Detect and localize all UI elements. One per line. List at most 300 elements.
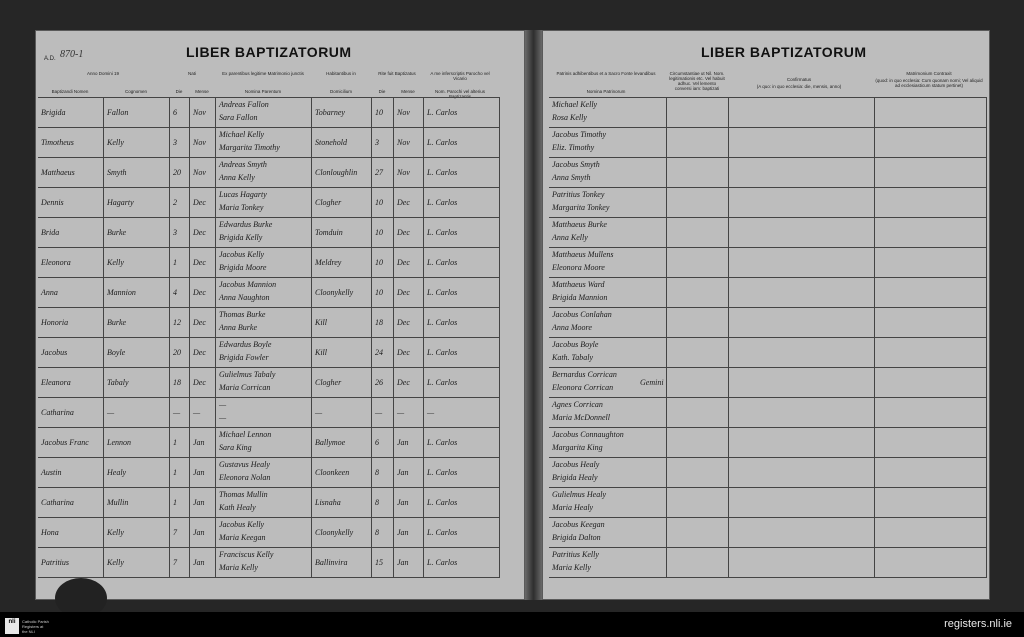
sponsor-name: Jacobus Keegan (552, 520, 605, 529)
father-name: Thomas Burke (219, 310, 266, 319)
sponsor-name: Rosa Kelly (552, 113, 587, 122)
cell-priest: L. Carlos (424, 458, 500, 487)
cell-abode: Ballymoe (312, 428, 372, 457)
cell-abode: Kill (312, 338, 372, 367)
cell-circumstantiae (667, 428, 729, 457)
cell-surname: Tabaly (104, 368, 170, 397)
cell-confirmatus (729, 128, 875, 157)
cell-day: 2 (170, 188, 190, 217)
cell-abode: Kill (312, 308, 372, 337)
father-name: Edwardus Boyle (219, 340, 272, 349)
logo-caption (22, 619, 49, 634)
cell-bmonth: Dec (394, 278, 424, 307)
mother-name: Sara Fallon (219, 113, 258, 122)
mother-name: — (219, 413, 227, 422)
cell-month: Nov (190, 128, 216, 157)
table-row (38, 218, 500, 248)
sponsor-name: Brigida Healy (552, 473, 598, 482)
sponsor-name: Jacobus Conlahan (552, 310, 612, 319)
cell-abode: Lisnaha (312, 488, 372, 517)
cell-bday: 8 (372, 488, 394, 517)
cell-matrimonium (875, 188, 987, 217)
cell-confirmatus (729, 398, 875, 427)
cell-bday: 10 (372, 98, 394, 127)
cell-circumstantiae (667, 158, 729, 187)
cell-bmonth: Dec (394, 218, 424, 247)
table-row (38, 308, 500, 338)
mother-name: Margarita Timothy (219, 143, 280, 152)
register-book (30, 30, 994, 600)
cell-confirmatus (729, 188, 875, 217)
cell-abode: Tobarney (312, 98, 372, 127)
cell-bmonth: Dec (394, 248, 424, 277)
father-name: Michael Kelly (219, 130, 265, 139)
sponsor-name: Anna Smyth (552, 173, 591, 182)
cell-bmonth: — (394, 398, 424, 427)
sponsor-name: Margarita Tonkey (552, 203, 610, 212)
cell-day: 4 (170, 278, 190, 307)
cell-abode: Ballinvira (312, 548, 372, 577)
table-row (38, 98, 500, 128)
cell-name: Timotheus (38, 128, 104, 157)
cell-month: Dec (190, 188, 216, 217)
table-row (38, 248, 500, 278)
cell-matrimonium (875, 98, 987, 127)
cell-confirmatus (729, 338, 875, 367)
cell-bmonth: Nov (394, 98, 424, 127)
cell-name: Anna (38, 278, 104, 307)
sponsor-name: Jacobus Connaughton (552, 430, 624, 439)
cell-sponsors (549, 218, 667, 247)
sponsor-name: Agnes Corrican (552, 400, 603, 409)
cell-bday: 18 (372, 308, 394, 337)
header-cognomen: Cognomen (124, 89, 147, 94)
header-matrimonium-sub: (quod: in quo ecclesia: Cum quonam nomi; Vel aliquid ad ecclesiasticum statum pertinet) (875, 78, 983, 88)
cell-confirmatus (729, 308, 875, 337)
cell-priest: L. Carlos (424, 428, 500, 457)
sponsor-name: Brigida Dalton (552, 533, 601, 542)
cell-month: Jan (190, 518, 216, 547)
cell-parents (216, 128, 312, 157)
cell-name: Jacobus Franc (38, 428, 104, 457)
header-confirmatus-sub: (A quo: in quo ecclesia: die, mensis, anno) (756, 84, 842, 89)
cell-confirmatus (729, 98, 875, 127)
cell-parents (216, 398, 312, 427)
cell-parents (216, 308, 312, 337)
father-name: Jacobus Kelly (219, 520, 265, 529)
cell-priest: — (424, 398, 500, 427)
cell-bday: 27 (372, 158, 394, 187)
cell-parents (216, 218, 312, 247)
cell-abode: Clogher (312, 368, 372, 397)
cell-bday: 24 (372, 338, 394, 367)
cell-parents (216, 98, 312, 127)
table-row (38, 488, 500, 518)
cell-bmonth: Jan (394, 548, 424, 577)
cell-confirmatus (729, 278, 875, 307)
cell-priest: L. Carlos (424, 278, 500, 307)
cell-confirmatus (729, 158, 875, 187)
cell-bday: 15 (372, 548, 394, 577)
cell-sponsors (549, 278, 667, 307)
cell-sponsors (549, 398, 667, 427)
header-rite: Rite fuit Baptizatus (378, 71, 416, 76)
cell-bmonth: Jan (394, 428, 424, 457)
cell-surname: Fallon (104, 98, 170, 127)
cell-sponsors (549, 248, 667, 277)
cell-bday: 8 (372, 458, 394, 487)
cell-sponsors (549, 98, 667, 127)
cell-bday: 10 (372, 188, 394, 217)
cell-priest: L. Carlos (424, 98, 500, 127)
cell-bmonth: Nov (394, 128, 424, 157)
sponsor-name: Maria McDonnell (552, 413, 610, 422)
cell-confirmatus (729, 548, 875, 577)
cell-name: Matthaeus (38, 158, 104, 187)
sponsor-name: Maria Healy (552, 503, 594, 512)
cell-day: 1 (170, 488, 190, 517)
site-link[interactable]: registers.nli.ie (944, 618, 1012, 630)
header-die2: Die (378, 89, 386, 94)
father-name: Gulielmus Tabaly (219, 370, 276, 379)
table-row (549, 338, 987, 368)
cell-surname: Kelly (104, 128, 170, 157)
cell-surname: Healy (104, 458, 170, 487)
cell-priest: L. Carlos (424, 518, 500, 547)
cell-surname: Kelly (104, 248, 170, 277)
cell-sponsors (549, 338, 667, 367)
table-row (549, 248, 987, 278)
cell-parents (216, 518, 312, 547)
table-row (38, 338, 500, 368)
cell-matrimonium (875, 518, 987, 547)
cell-name: Hona (38, 518, 104, 547)
cell-bmonth: Jan (394, 488, 424, 517)
cell-parents (216, 368, 312, 397)
sponsor-name: Matthaeus Ward (552, 280, 605, 289)
cell-abode: Clogher (312, 188, 372, 217)
cell-priest: L. Carlos (424, 308, 500, 337)
cell-month: Dec (190, 218, 216, 247)
cell-sponsors (549, 518, 667, 547)
table-row (549, 368, 987, 398)
cell-bday: — (372, 398, 394, 427)
sponsor-name: Margarita King (552, 443, 603, 452)
header-nomen: Baptizandi Nomen (51, 89, 89, 94)
cell-month: Dec (190, 308, 216, 337)
cell-abode: Clonloughlin (312, 158, 372, 187)
cell-name: Austin (38, 458, 104, 487)
cell-confirmatus (729, 458, 875, 487)
cell-name: Brigida (38, 98, 104, 127)
cell-parents (216, 278, 312, 307)
mother-name: Kath Healy (219, 503, 256, 512)
cell-month: Dec (190, 338, 216, 367)
sponsor-name: Anna Moore (552, 323, 592, 332)
cell-month: Dec (190, 248, 216, 277)
table-row (38, 458, 500, 488)
cell-name: Brida (38, 218, 104, 247)
cell-name: Catharina (38, 398, 104, 427)
cell-priest: L. Carlos (424, 488, 500, 517)
cell-bmonth: Dec (394, 368, 424, 397)
sponsor-name: Patritius Tonkey (552, 190, 605, 199)
sponsor-name: Patritius Kelly (552, 550, 599, 559)
cell-bday: 10 (372, 278, 394, 307)
cell-bday: 3 (372, 128, 394, 157)
header-domicilium: Domicilium (329, 89, 352, 94)
table-row (549, 428, 987, 458)
cell-name: Patritius (38, 548, 104, 577)
cell-surname: Burke (104, 218, 170, 247)
cell-parents (216, 548, 312, 577)
cell-priest: L. Carlos (424, 158, 500, 187)
cell-circumstantiae (667, 368, 729, 397)
cell-matrimonium (875, 488, 987, 517)
cell-circumstantiae (667, 128, 729, 157)
header-confirmatus: Confirmatus (786, 77, 812, 82)
cell-matrimonium (875, 428, 987, 457)
table-row (549, 518, 987, 548)
cell-name: Eleanora (38, 368, 104, 397)
left-register-table (38, 97, 500, 578)
sponsor-name: Kath. Tabaly (552, 353, 594, 362)
cell-month: Jan (190, 458, 216, 487)
sponsor-name: Matthaeus Burke (552, 220, 607, 229)
cell-month: Nov (190, 98, 216, 127)
cell-confirmatus (729, 368, 875, 397)
cell-matrimonium (875, 308, 987, 337)
cell-surname: Boyle (104, 338, 170, 367)
sponsor-name: Jacobus Smyth (552, 160, 600, 169)
nli-logo: nli (5, 618, 19, 634)
table-row (549, 188, 987, 218)
table-row (549, 278, 987, 308)
cell-matrimonium (875, 248, 987, 277)
cell-bmonth: Dec (394, 308, 424, 337)
sponsor-name: Jacobus Boyle (552, 340, 599, 349)
table-row (38, 188, 500, 218)
header-patrini: Patrinis adhibentibus et a Sacro Fonte levandibus (556, 71, 656, 76)
cell-day: 1 (170, 428, 190, 457)
header-mense: Mense (195, 89, 209, 94)
cell-abode: Cloonykelly (312, 518, 372, 547)
table-row (549, 548, 987, 578)
book-gutter (525, 30, 542, 600)
cell-bday: 6 (372, 428, 394, 457)
father-name: — (219, 400, 227, 409)
mother-name: Brigida Kelly (219, 233, 263, 242)
logo-caption-line-3: the NLI (22, 629, 35, 634)
cell-surname: Kelly (104, 518, 170, 547)
cell-day: 20 (170, 158, 190, 187)
ad-label: A.D. (44, 56, 56, 62)
father-name: Gustavus Healy (219, 460, 270, 469)
table-row (38, 548, 500, 578)
cell-circumstantiae (667, 278, 729, 307)
mother-name: Anna Naughton (219, 293, 270, 302)
cell-bday: 8 (372, 518, 394, 547)
cell-bday: 26 (372, 368, 394, 397)
cell-parents (216, 338, 312, 367)
father-name: Franciscus Kelly (219, 550, 274, 559)
cell-parents (216, 458, 312, 487)
mother-name: Eleonora Nolan (219, 473, 271, 482)
cell-confirmatus (729, 488, 875, 517)
cell-matrimonium (875, 128, 987, 157)
cell-circumstantiae (667, 98, 729, 127)
cell-day: 1 (170, 248, 190, 277)
cell-circumstantiae (667, 218, 729, 247)
left-page-title: LIBER BAPTIZATORUM (186, 44, 352, 60)
table-row (38, 368, 500, 398)
cell-parents (216, 188, 312, 217)
cell-sponsors (549, 548, 667, 577)
cell-surname: — (104, 398, 170, 427)
sponsor-name: Eliz. Timothy (552, 143, 595, 152)
cell-circumstantiae (667, 338, 729, 367)
mother-name: Anna Burke (219, 323, 257, 332)
father-name: Andreas Smyth (219, 160, 267, 169)
cell-surname: Smyth (104, 158, 170, 187)
cell-abode: Tomduin (312, 218, 372, 247)
table-row (549, 98, 987, 128)
mother-name: Maria Kelly (219, 563, 258, 572)
logo-caption-line-1: Catholic Parish (22, 619, 49, 624)
cell-sponsors (549, 428, 667, 457)
cell-day: 18 (170, 368, 190, 397)
cell-matrimonium (875, 458, 987, 487)
footer-bar (0, 612, 1024, 637)
father-name: Thomas Mullin (219, 490, 268, 499)
cell-priest: L. Carlos (424, 248, 500, 277)
cell-matrimonium (875, 368, 987, 397)
cell-sponsors (549, 158, 667, 187)
sponsor-name: Jacobus Healy (552, 460, 600, 469)
cell-sponsors (549, 308, 667, 337)
cell-surname: Mullin (104, 488, 170, 517)
cell-name: Honoria (38, 308, 104, 337)
sponsor-name: Anna Kelly (552, 233, 588, 242)
cell-abode: Meldrey (312, 248, 372, 277)
cell-abode: Cloonkeen (312, 458, 372, 487)
cell-day: 7 (170, 518, 190, 547)
cell-matrimonium (875, 218, 987, 247)
gemini-note: Gemini (640, 378, 664, 387)
sponsor-name: Bernardus Corrican (552, 370, 617, 379)
cell-name: Eleonora (38, 248, 104, 277)
cell-day: 7 (170, 548, 190, 577)
header-parochi: Nom. Parochi vel alterius Baptizantis (434, 89, 486, 99)
cell-matrimonium (875, 398, 987, 427)
cell-surname: Kelly (104, 548, 170, 577)
cell-bmonth: Dec (394, 188, 424, 217)
table-row (38, 128, 500, 158)
mother-name: Brigida Moore (219, 263, 267, 272)
sponsor-name: Matthaeus Mullens (552, 250, 614, 259)
logo-caption-line-2: Registers at (22, 624, 44, 629)
cell-abode: Stonehold (312, 128, 372, 157)
father-name: Jacobus Mannion (219, 280, 277, 289)
sponsor-name: Michael Kelly (552, 100, 598, 109)
table-row (549, 218, 987, 248)
sponsor-name: Maria Kelly (552, 563, 591, 572)
father-name: Edwardus Burke (219, 220, 273, 229)
header-parentes: Ex parentibus legitime Matrimonio junctis (222, 71, 304, 76)
mother-name: Maria Corrican (219, 383, 271, 392)
cell-confirmatus (729, 248, 875, 277)
sponsor-name: Jacobus Timothy (552, 130, 606, 139)
cell-priest: L. Carlos (424, 338, 500, 367)
sponsor-name: Eleonora Moore (552, 263, 605, 272)
cell-month: — (190, 398, 216, 427)
table-row (38, 518, 500, 548)
header-circumstantiae: Circumstantiae ut Nil. Nom. legitimationis etc. Vel habuit adhuc. Vel lemento conversi iam: baptizati (669, 71, 725, 91)
header-nomina-parentum: Nomina Parentum (244, 89, 282, 94)
cell-circumstantiae (667, 548, 729, 577)
header-anno: Anno Domini 19 (86, 71, 120, 76)
cell-priest: L. Carlos (424, 218, 500, 247)
header-die: Die (175, 89, 183, 94)
table-row (38, 158, 500, 188)
left-page (35, 30, 525, 600)
cell-bmonth: Jan (394, 458, 424, 487)
cell-month: Jan (190, 488, 216, 517)
father-name: Lucas Hagarty (219, 190, 267, 199)
cell-confirmatus (729, 428, 875, 457)
cell-parents (216, 158, 312, 187)
cell-day: 6 (170, 98, 190, 127)
cell-month: Nov (190, 158, 216, 187)
cell-circumstantiae (667, 458, 729, 487)
cell-abode: — (312, 398, 372, 427)
cell-parents (216, 248, 312, 277)
right-page (542, 30, 990, 600)
cell-priest: L. Carlos (424, 128, 500, 157)
cell-surname: Mannion (104, 278, 170, 307)
cell-surname: Hagarty (104, 188, 170, 217)
table-row (549, 308, 987, 338)
table-row (549, 458, 987, 488)
cell-circumstantiae (667, 308, 729, 337)
cell-day: 1 (170, 458, 190, 487)
cell-day: — (170, 398, 190, 427)
cell-month: Dec (190, 368, 216, 397)
cell-day: 20 (170, 338, 190, 367)
mother-name: Maria Tonkey (219, 203, 264, 212)
cell-surname: Lennon (104, 428, 170, 457)
sponsor-name: Eleonora Corrican (552, 383, 614, 392)
table-row (549, 128, 987, 158)
header-mense2: Mense (401, 89, 415, 94)
cell-name: Jacobus (38, 338, 104, 367)
cell-sponsors (549, 128, 667, 157)
table-row (38, 428, 500, 458)
cell-surname: Burke (104, 308, 170, 337)
cell-bmonth: Dec (394, 338, 424, 367)
father-name: Jacobus Kelly (219, 250, 265, 259)
mother-name: Maria Keegan (219, 533, 266, 542)
sponsor-name: Brigida Mannion (552, 293, 608, 302)
cell-matrimonium (875, 158, 987, 187)
header-nomina-patrinorum: Nomina Patrinorum (586, 89, 626, 94)
cell-day: 3 (170, 218, 190, 247)
cell-sponsors (549, 458, 667, 487)
header-matrimonium: Matrimonium Contraxit (906, 71, 952, 76)
cell-matrimonium (875, 278, 987, 307)
cell-circumstantiae (667, 518, 729, 547)
mother-name: Sara King (219, 443, 252, 452)
